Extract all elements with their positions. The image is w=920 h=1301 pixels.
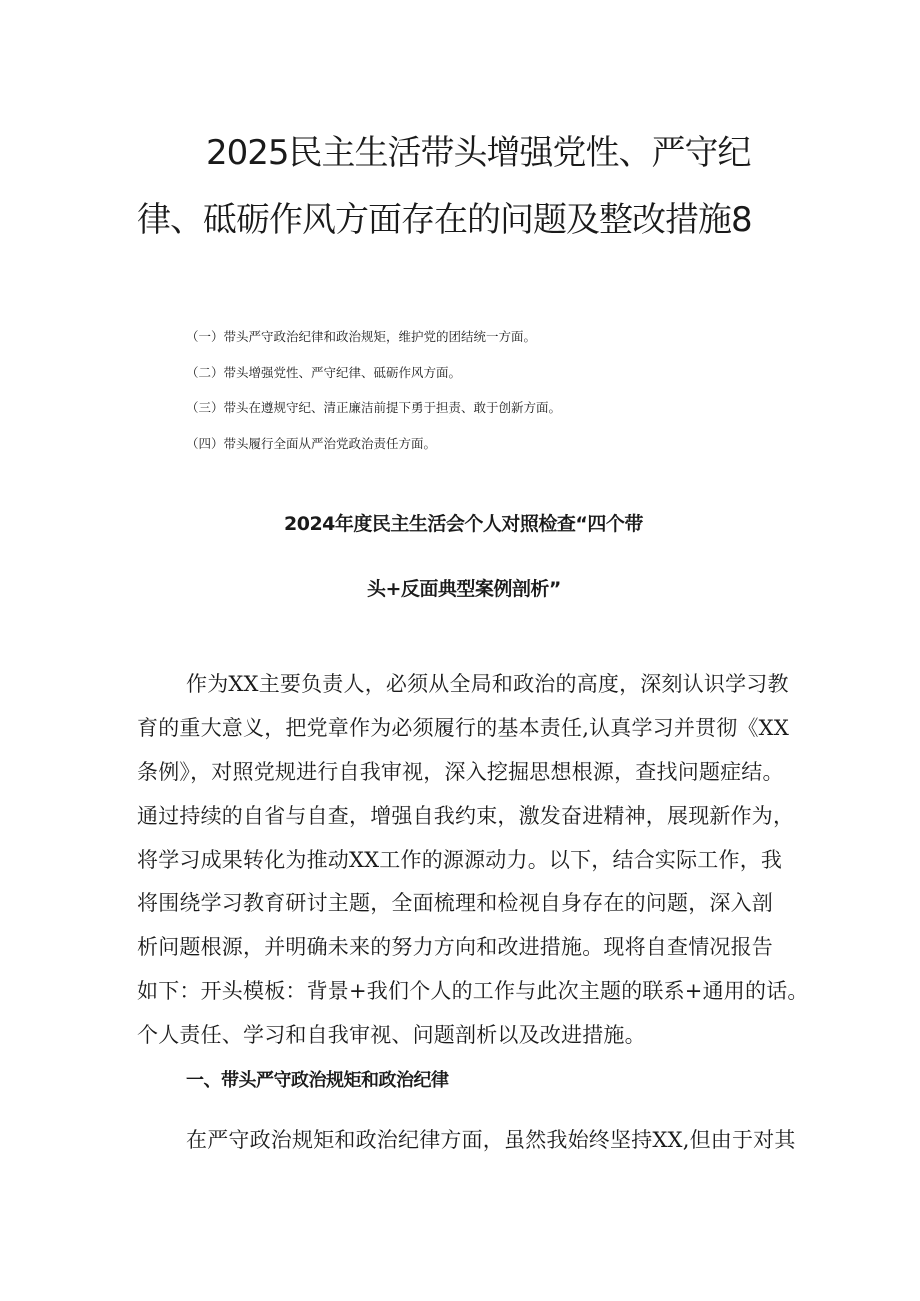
toc-item: （四）带头履行全面从严治党政治责任方面。 xyxy=(186,436,437,451)
body-text-line: 将围绕学习教育研讨主题，全面梳理和检视自身存在的问题，深入剖 xyxy=(137,891,773,915)
section-body-text-line: 在严守政治规矩和政治纪律方面，虽然我始终坚持XX,但由于对其 xyxy=(186,1128,796,1152)
body-text-line: 育的重大意义，把党章作为必须履行的基本责任,认真学习并贯彻《XX xyxy=(137,716,789,740)
body-text-line: 作为XX主要负责人，必须从全局和政治的高度，深刻认识学习教 xyxy=(186,672,789,696)
body-text-line: 通过持续的自省与自查，增强自我约束，激发奋进精神，展现新作为， xyxy=(137,804,795,828)
body-text-line: 条例》，对照党规进行自我审视，深入挖掘思想根源，查找问题症结。 xyxy=(137,760,784,784)
section-subtitle-line: 2024年度民主生活会个人对照检查“四个带 xyxy=(284,513,643,535)
toc-item: （三）带头在遵规守纪、清正廉洁前提下勇于担责、敢于创新方面。 xyxy=(186,400,562,415)
section-subtitle-line: 头+反面典型案例剖析” xyxy=(367,578,561,600)
document-title-line: 律、砥砺作风方面存在的问题及整改措施8 xyxy=(137,200,752,240)
body-text-line: 析问题根源，并明确未来的努力方向和改进措施。现将自查情况报告 xyxy=(137,935,773,959)
body-text-line: 将学习成果转化为推动XX工作的源源动力。以下，结合实际工作，我 xyxy=(137,848,783,872)
body-text-line: 如下：开头模板：背景+我们个人的工作与此次主题的联系+通用的话。 xyxy=(137,979,809,1003)
section-heading: 一、带头严守政治规矩和政治纪律 xyxy=(186,1070,449,1091)
body-text-line: 个人责任、学习和自我审视、问题剖析以及改进措施。 xyxy=(137,1023,646,1047)
toc-item: （二）带头增强党性、严守纪律、砥砺作风方面。 xyxy=(186,365,462,380)
document-title-line: 2025民主生活带头增强党性、严守纪 xyxy=(206,133,751,173)
toc-item: （一）带头严守政治纪律和政治规矩，维护党的团结统一方面。 xyxy=(186,329,537,344)
